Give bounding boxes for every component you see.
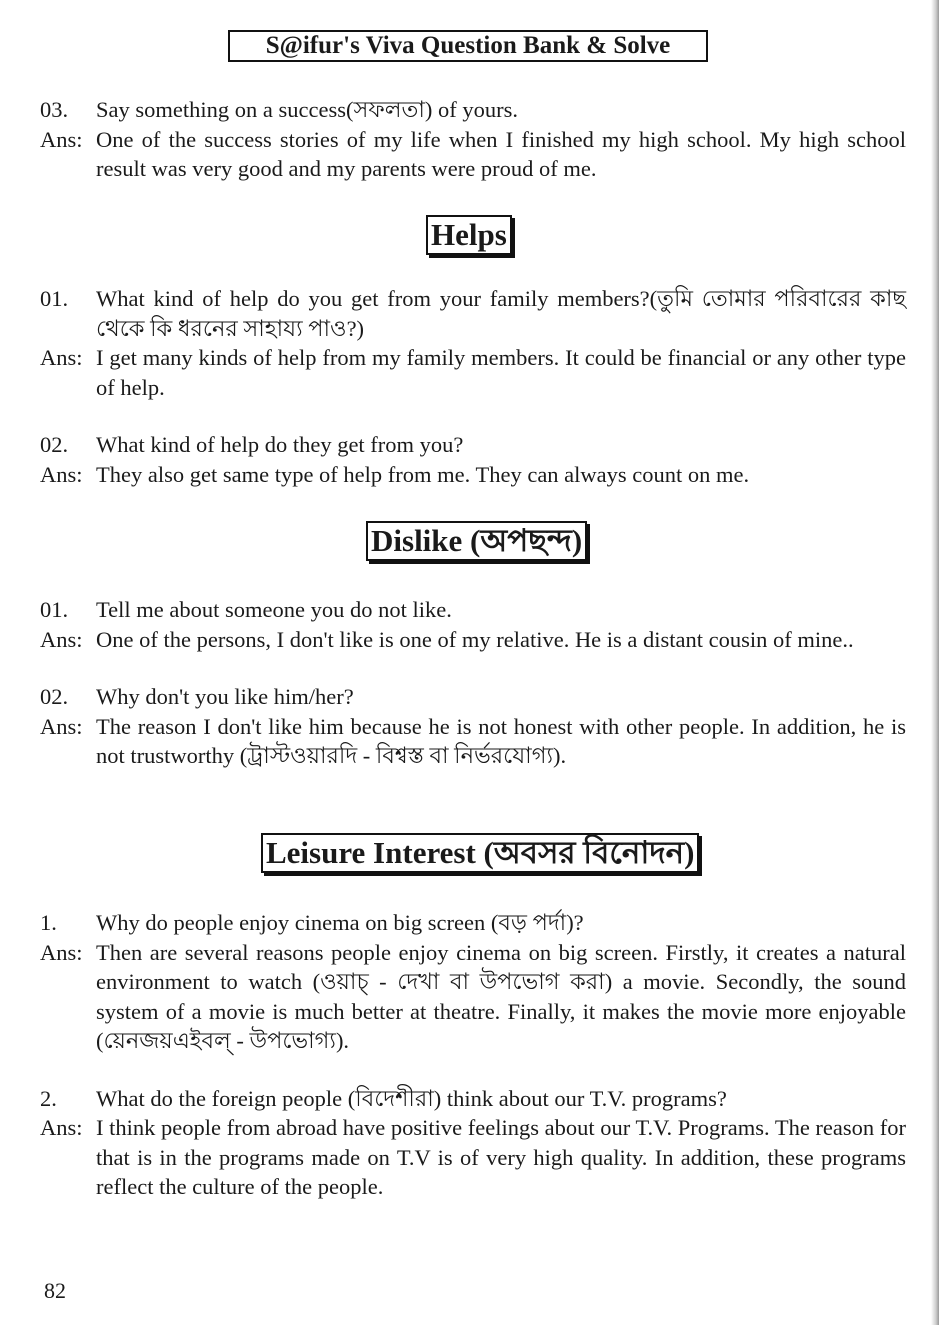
question-row (40, 908, 906, 938)
section-title-helps: Helps (426, 215, 512, 255)
question-text: What kind of help do you get from your family members?(তুমি তোমার পরিবারের কাছ থেকে কি ধরনের সাহায্য পাও?) (96, 286, 906, 341)
question-row (40, 430, 906, 460)
question-number: 01. (40, 597, 69, 622)
section-title-dislike: Dislike (অপছন্দ) (366, 521, 587, 561)
answer-label: Ans: (40, 939, 83, 965)
answer-text: I think people from abroad have positive feelings about our T.V. Programs. The reason for that is in the programs made on T.V is of very high quality. In addition, these programs reflect the culture of the people. (96, 1115, 907, 1199)
answer-text: They also get same type of help from me. They can always count on me. (96, 461, 750, 487)
question-row (40, 682, 906, 712)
answer-label: Ans: (40, 1115, 83, 1140)
answer-text: One of the persons, I don't like is one of my relative. He is a distant cousin of mine.. (96, 626, 854, 652)
header-title: S@ifur's Viva Question Bank & Solve (228, 30, 708, 62)
question-number: 02. (40, 684, 69, 709)
question-text: Tell me about someone you do not like. (96, 597, 452, 622)
answer-label: Ans: (40, 461, 83, 487)
answer-text: I get many kinds of help from my family members. It could be financial or any other type of help. (96, 345, 906, 400)
question-row (40, 1084, 906, 1114)
leisure-qa-block (40, 908, 906, 1202)
answer-label: Ans: (40, 345, 83, 370)
question-number: 03. (40, 97, 69, 122)
question-text: Say something on a success(সফলতা) of yours. (96, 97, 519, 122)
answer-label: Ans: (40, 626, 83, 652)
answer-text: The reason I don't like him because he is not honest with other people. In addition, he is not trustworthy (ট্রাস্টওয়ারদি - বিশ্বস্ত বা নির্ভরযোগ্য). (96, 713, 906, 768)
answer-row (40, 125, 906, 184)
page-number: 82 (44, 1278, 66, 1303)
helps-qa-block (40, 284, 906, 489)
dislike-qa-block (40, 595, 906, 771)
answer-label: Ans: (40, 126, 83, 152)
answer-text: One of the success stories of my life when I finished my high school. My high school result was very good and my parents were proud of me. (96, 126, 906, 181)
answer-row (40, 938, 906, 1056)
question-number: 01. (40, 286, 69, 311)
question-text: What kind of help do they get from you? (96, 432, 464, 457)
question-number: 02. (40, 432, 69, 457)
question-row (40, 284, 906, 343)
question-number: 2. (40, 1085, 57, 1111)
question-row (40, 595, 906, 625)
answer-row (40, 343, 906, 402)
answer-label: Ans: (40, 713, 83, 739)
question-text: Why do people enjoy cinema on big screen (বড় পর্দা)? (96, 910, 584, 935)
intro-qa-block (40, 95, 906, 184)
answer-row (40, 625, 906, 655)
answer-row (40, 712, 906, 771)
section-title-leisure-interest: Leisure Interest (অবসর বিনোদন) (261, 833, 699, 873)
question-row (40, 95, 906, 125)
page-edge-shadow (931, 0, 939, 1325)
answer-row (40, 1113, 906, 1202)
answer-text: Then are several reasons people enjoy cinema on big screen. Firstly, it creates a natural environment to watch (ওয়াচ্ - দেখা বা উপভোগ করা) a movie. Secondly, the sound system of a movie is much better at theatre. Finally, it makes the movie more enjoyable (য়েনজয়এইবল্ - উপভোগ্য). (96, 939, 906, 1053)
question-text: Why don't you like him/her? (96, 684, 354, 709)
question-number: 1. (40, 910, 57, 935)
answer-row (40, 460, 906, 490)
question-text: What do the foreign people (বিদেশীরা) think about our T.V. programs? (96, 1085, 727, 1111)
